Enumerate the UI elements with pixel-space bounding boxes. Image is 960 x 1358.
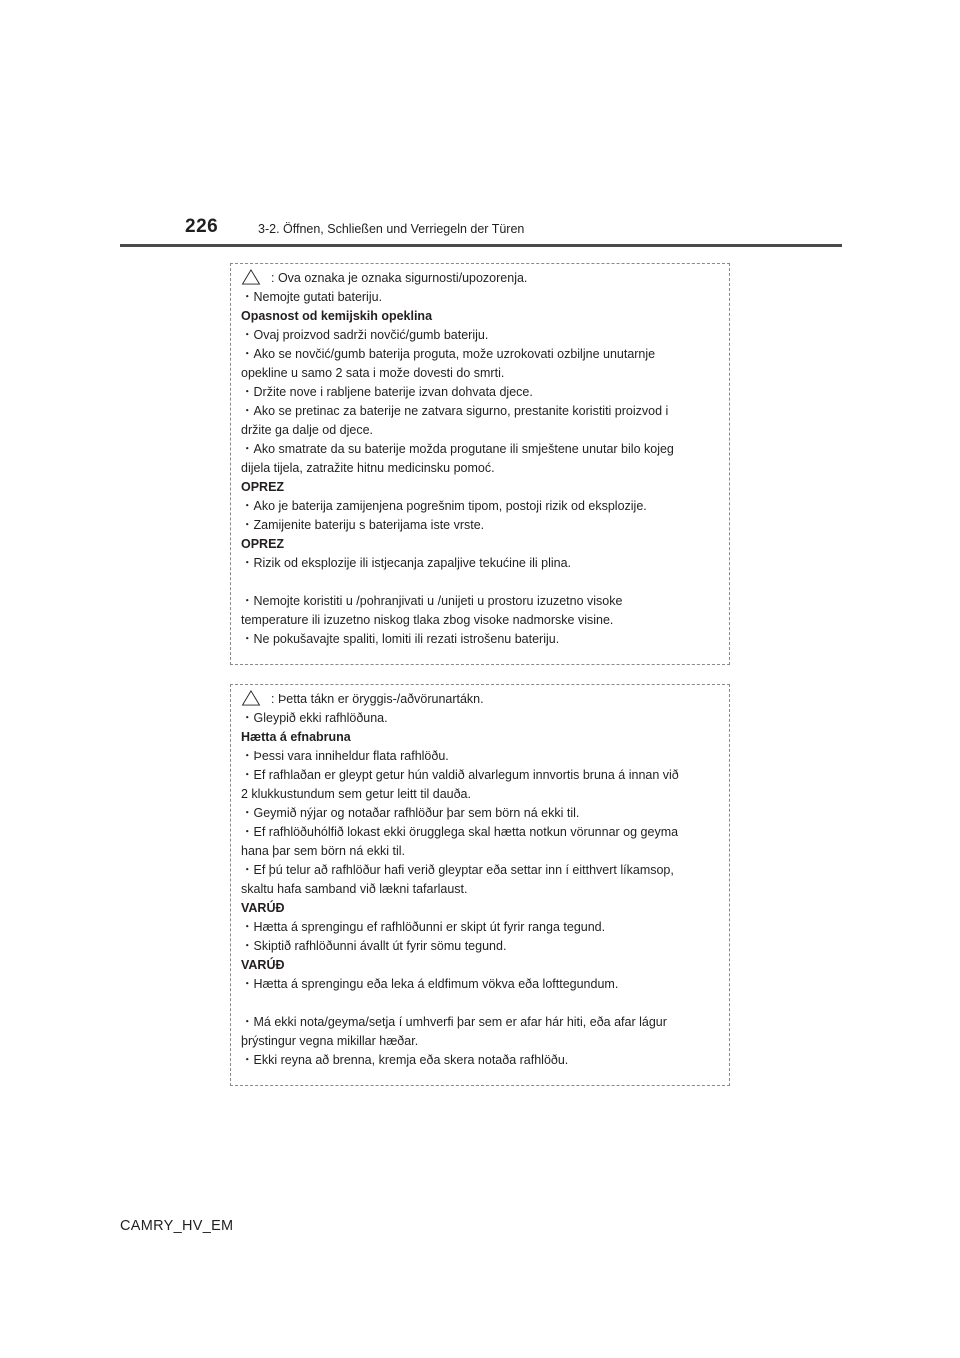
warning-line: ・Geymið nýjar og notaðar rafhlöður þar sem börn ná ekki til. (241, 806, 580, 820)
warning-subheading: VARÚÐ (241, 958, 285, 972)
warning-line: ・Ako se pretinac za baterije ne zatvara sigurno, prestanite koristiti proizvod i (241, 404, 669, 418)
warning-line: ・Nemojte koristiti u /pohranjivati u /unijeti u prostoru izuzetno visoke (241, 594, 623, 608)
warning-lines (241, 288, 721, 649)
warning-line: ・Ne pokušavajte spaliti, lomiti ili rezati istrošenu bateriju. (241, 632, 560, 646)
header-rule (120, 244, 842, 247)
warning-line: ・Nemojte gutati bateriju. (241, 290, 383, 304)
warning-line: þrýstingur vegna mikillar hæðar. (241, 1034, 419, 1048)
blank-line (241, 573, 721, 592)
warning-line: ・Gleypið ekki rafhlöðuna. (241, 711, 388, 725)
warning-heading-text: : Þetta tákn er öryggis-/aðvörunartákn. (271, 692, 484, 706)
warning-line: ・Hætta á sprengingu eða leka á eldfimum vökva eða lofttegundum. (241, 977, 619, 991)
warning-line: ・Ako se novčić/gumb baterija proguta, može uzrokovati ozbiljne unutarnje (241, 347, 656, 361)
warning-line: ・Skiptið rafhlöðunni ávallt út fyrir sömu tegund. (241, 939, 507, 953)
warning-line: ・Rizik od eksplozije ili istjecanja zapaljive tekućine ili plina. (241, 556, 572, 570)
warning-heading (241, 269, 721, 288)
warning-subheading: OPREZ (241, 537, 285, 551)
warning-line: ・Ef rafhlaðan er gleypt getur hún valdið alvarlegum innvortis bruna á innan við (241, 768, 679, 782)
page-number: 226 (185, 216, 219, 237)
warning-box-icelandic (230, 684, 730, 1086)
warning-line: ・Ovaj proizvod sadrži novčić/gumb bateriju. (241, 328, 489, 342)
warning-line: ・Má ekki nota/geyma/setja í umhverfi þar sem er afar hár hiti, eða afar lágur (241, 1015, 667, 1029)
warning-triangle-icon (241, 690, 261, 706)
warning-line: ・Ef rafhlöðuhólfið lokast ekki örugglega skal hætta notkun vörunnar og geyma (241, 825, 679, 839)
warning-subheading: Opasnost od kemijskih opeklina (241, 309, 433, 323)
warning-subheading: VARÚÐ (241, 901, 285, 915)
warning-subheading: OPREZ (241, 480, 285, 494)
warning-heading-text: : Ova oznaka je oznaka sigurnosti/upozorenja. (271, 271, 528, 285)
warning-triangle-icon (241, 269, 261, 285)
warning-line: hana þar sem börn ná ekki til. (241, 844, 405, 858)
warning-line: ・Ako smatrate da su baterije možda progutane ili smještene unutar bilo kojeg (241, 442, 674, 456)
warning-lines (241, 709, 721, 1070)
footer-model-code: CAMRY_HV_EM (120, 1218, 234, 1234)
warning-line: ・Držite nove i rabljene baterije izvan dohvata djece. (241, 385, 533, 399)
warning-line: temperature ili izuzetno niskog tlaka zbog visoke nadmorske visine. (241, 613, 614, 627)
warning-line: skaltu hafa samband við lækni tafarlaust. (241, 882, 468, 896)
warning-line: opekline u samo 2 sata i može dovesti do smrti. (241, 366, 505, 380)
warning-heading (241, 690, 721, 709)
warning-line: ・Zamijenite bateriju s baterijama iste vrste. (241, 518, 485, 532)
warning-subheading: Hætta á efnabruna (241, 730, 351, 744)
warning-box-croatian (230, 263, 730, 665)
warning-line: ・Ef þú telur að rafhlöður hafi verið gleyptar eða settar inn í eitthvert líkamsop, (241, 863, 674, 877)
warning-line: 2 klukkustundum sem getur leitt til dauða. (241, 787, 471, 801)
warning-line: držite ga dalje od djece. (241, 423, 374, 437)
warning-line: ・Hætta á sprengingu ef rafhlöðunni er skipt út fyrir ranga tegund. (241, 920, 606, 934)
warning-line: ・Ako je baterija zamijenjena pogrešnim tipom, postoji rizik od eksplozije. (241, 499, 647, 513)
section-title: 3-2. Öffnen, Schließen und Verriegeln der Türen (258, 222, 525, 236)
warning-line: dijela tijela, zatražite hitnu medicinsku pomoć. (241, 461, 495, 475)
blank-line (241, 994, 721, 1013)
warning-line: ・Þessi vara inniheldur flata rafhlöðu. (241, 749, 449, 763)
warning-line: ・Ekki reyna að brenna, kremja eða skera notaða rafhlöðu. (241, 1053, 569, 1067)
